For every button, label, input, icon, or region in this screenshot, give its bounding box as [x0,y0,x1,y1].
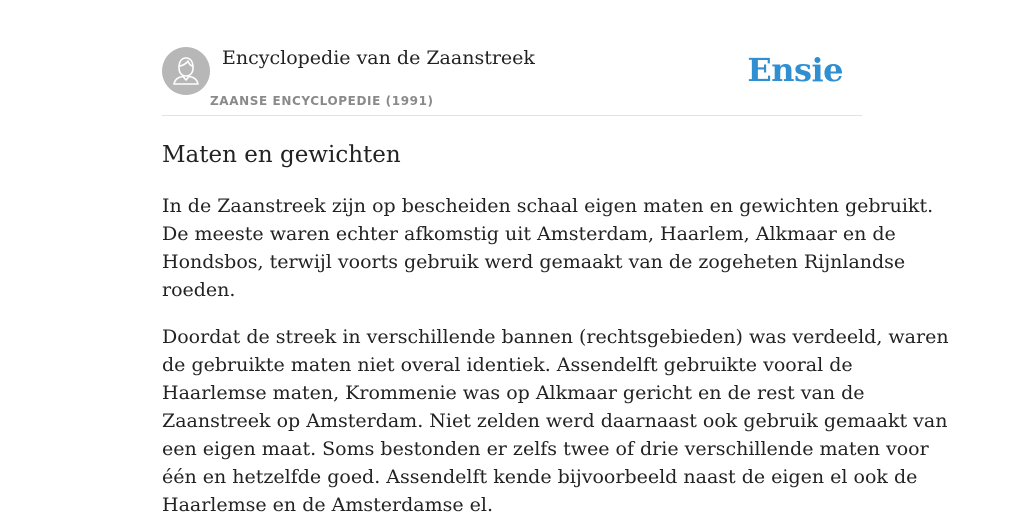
paragraph-line: roeden. [162,279,236,301]
ensie-logo[interactable]: Ensie [747,51,843,89]
article-paragraph-2 [162,323,949,512]
article-title: Maten en gewichten [162,142,401,168]
article-paragraph-1 [162,192,934,304]
paragraph-line: Zaanstreek op Amsterdam. Niet zelden werd daarnaast ook gebruik gemaakt van [162,410,948,432]
source-title-link[interactable]: Encyclopedie van de Zaanstreek [222,47,535,69]
user-avatar-icon[interactable] [162,47,210,95]
paragraph-line: Haarlemse maten, Krommenie was op Alkmaar gericht en de rest van de [162,382,865,404]
paragraph-line: een eigen maat. Soms bestonden er zelfs twee of drie verschillende maten voor [162,438,929,460]
paragraph-line: de gebruikte maten niet overal identiek. Assendelft gebruikte vooral de [162,354,853,376]
paragraph-line: Doordat de streek in verschillende bannen (rechtsgebieden) was verdeeld, waren [162,326,949,348]
paragraph-line: één en hetzelfde goed. Assendelft kende bijvoorbeeld naast de eigen el ook de [162,466,918,488]
paragraph-line: Haarlemse en de Amsterdamse el. [162,494,493,512]
page-container [162,0,949,512]
source-subtitle: ZAANSE ENCYCLOPEDIE (1991) [210,94,434,108]
paragraph-line: De meeste waren echter afkomstig uit Amsterdam, Haarlem, Alkmaar en de [162,223,896,245]
source-header [162,0,862,116]
paragraph-line: Hondsbos, terwijl voorts gebruik werd gemaakt van de zogeheten Rijnlandse [162,251,906,273]
paragraph-line: In de Zaanstreek zijn op bescheiden schaal eigen maten en gewichten gebruikt. [162,195,934,217]
